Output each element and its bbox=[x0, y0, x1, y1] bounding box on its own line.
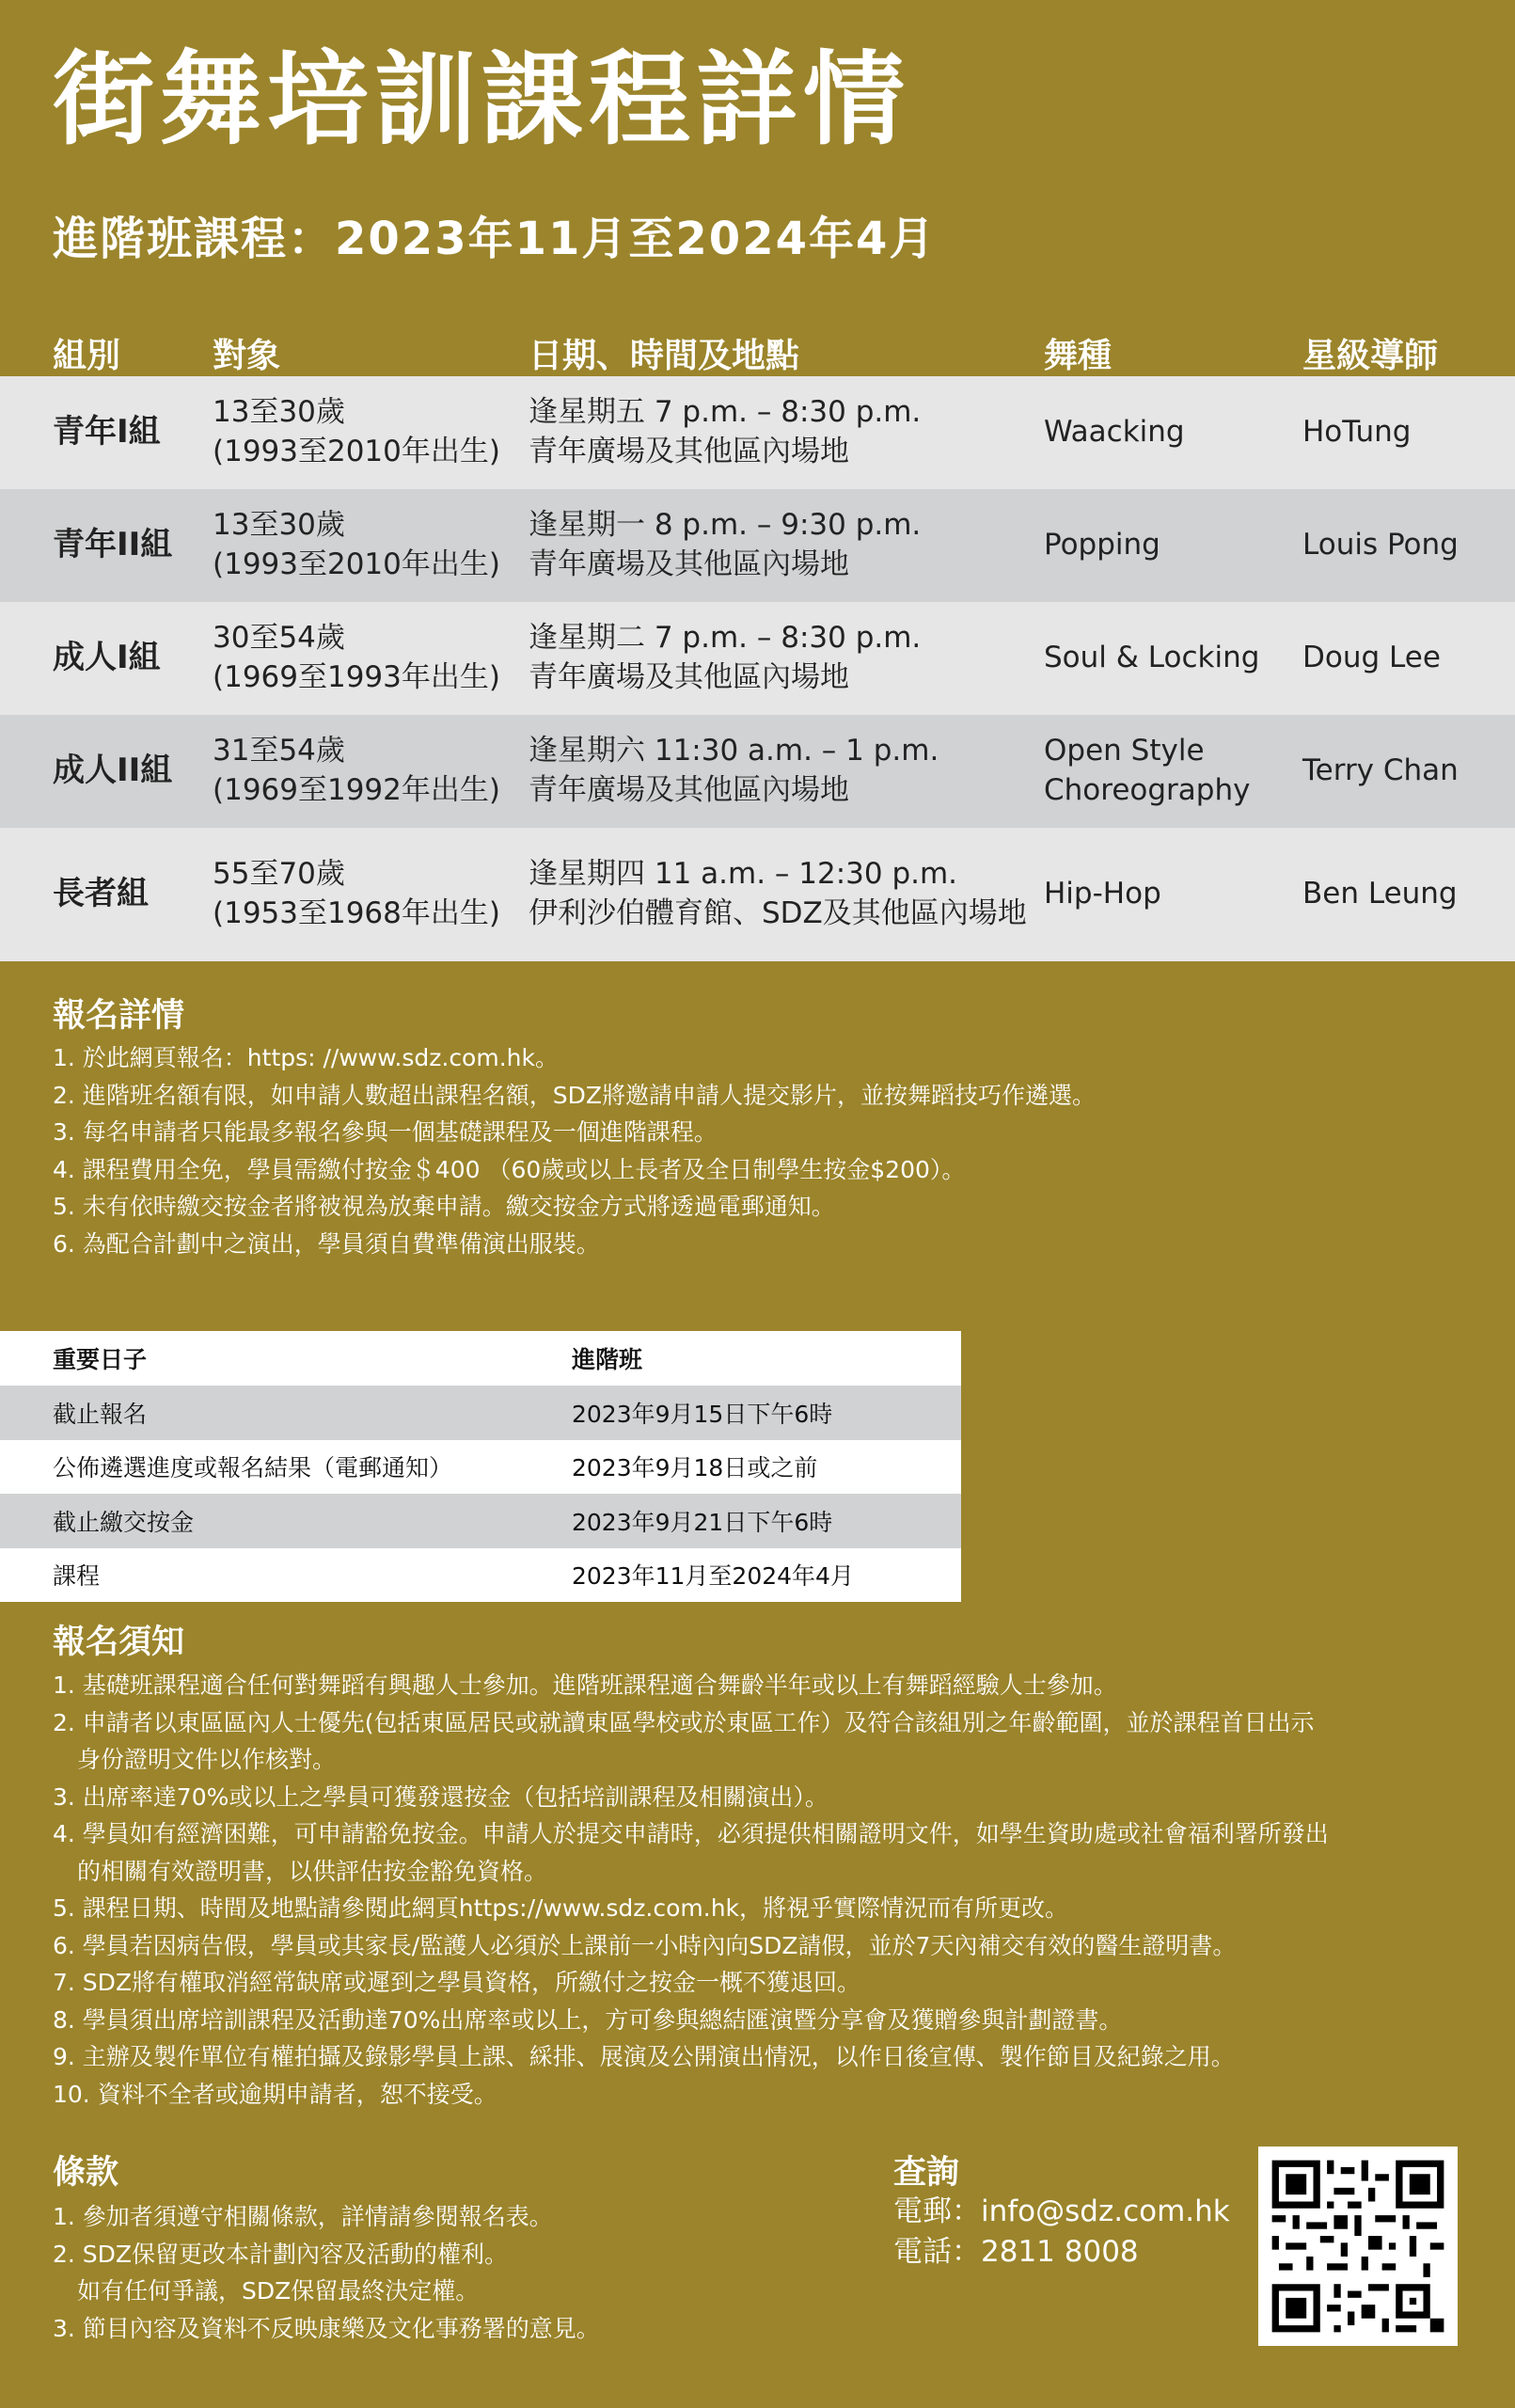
course-style: Soul & Locking bbox=[1044, 641, 1260, 675]
list-item: 的相關有效證明書，以供評估按金豁免資格。 bbox=[77, 1857, 548, 1885]
contact-email: 電郵：info@sdz.com.hk bbox=[893, 2194, 1230, 2228]
contact-info bbox=[893, 2192, 1230, 2273]
table-row: 截止報名 2023年9月15日下午6時 bbox=[0, 1386, 961, 1440]
table-row bbox=[0, 715, 1515, 828]
list-item: 2. SDZ保留更改本計劃內容及活動的權利。 bbox=[53, 2240, 509, 2268]
course-table-header bbox=[0, 318, 1515, 376]
list-item: 身份證明文件以作核對。 bbox=[77, 1746, 337, 1773]
list-item: 如有任何爭議，SDZ保留最終決定權。 bbox=[77, 2277, 480, 2305]
table-row: 課程 2023年11月至2024年4月 bbox=[0, 1548, 961, 1603]
course-tutor: Louis Pong bbox=[1302, 528, 1459, 562]
registration-list bbox=[53, 1039, 1096, 1262]
list-item: 9. 主辦及製作單位有權拍攝及錄影學員上課、綵排、展演及公開演出情況，以作日後宣傳、製作節目及紀錄之用。 bbox=[53, 2043, 1235, 2070]
course-target: 30至54歲 (1969至1993年出生) bbox=[213, 621, 500, 694]
table-row bbox=[0, 602, 1515, 715]
course-style: Open Style Choreography bbox=[1044, 734, 1251, 807]
table-header-row: 重要日子 進階班 bbox=[0, 1331, 961, 1386]
registration-title: 報名詳情 bbox=[53, 997, 185, 1035]
table-row: 公佈遴選進度或報名結果（電郵通知） 2023年9月18日或之前 bbox=[0, 1440, 961, 1495]
course-group: 青年I組 bbox=[53, 413, 161, 452]
list-item: 4. 課程費用全免，學員需繳付按金＄400 （60歲或以上長者及全日制學生按金$200）。 bbox=[53, 1155, 966, 1183]
list-item: 10. 資料不全者或逾期申請者，恕不接受。 bbox=[53, 2080, 497, 2108]
course-target: 13至30歲 (1993至2010年出生) bbox=[213, 508, 500, 581]
course-tutor: Terry Chan bbox=[1302, 753, 1459, 788]
table-row bbox=[0, 828, 1515, 961]
list-item: 6. 為配合計劃中之演出，學員須自費準備演出服裝。 bbox=[53, 1229, 600, 1258]
terms-list bbox=[53, 2198, 600, 2347]
header-tutor: 星級導師 bbox=[1302, 337, 1439, 375]
course-tutor: Ben Leung bbox=[1302, 877, 1458, 911]
course-schedule: 逢星期六 11:30 a.m. – 1 p.m. 青年廣場及其他區內場地 bbox=[529, 734, 939, 807]
course-group: 成人II組 bbox=[53, 752, 173, 790]
course-tutor: Doug Lee bbox=[1302, 641, 1441, 675]
header-group: 組別 bbox=[53, 337, 121, 375]
list-item: 2. 申請者以東區區內人士優先(包括東區居民或就讀東區學校或於東區工作）及符合該組別之年齡範圍，並於課程首日出示 bbox=[53, 1708, 1315, 1736]
course-target: 31至54歲 (1969至1992年出生) bbox=[213, 734, 500, 807]
list-item: 3. 出席率達70%或以上之學員可獲發還按金（包括培訓課程及相關演出）。 bbox=[53, 1782, 829, 1811]
list-item: 1. 參加者須遵守相關條款，詳情請參閱報名表。 bbox=[53, 2203, 553, 2230]
course-style: Popping bbox=[1044, 528, 1160, 562]
course-target: 55至70歲 (1953至1968年出生) bbox=[213, 857, 500, 930]
list-item: 4. 學員如有經濟困難，可申請豁免按金。申請人於提交申請時，必須提供相關證明文件，如學生資助處或社會福利署所發出 bbox=[53, 1820, 1329, 1847]
table-row bbox=[0, 376, 1515, 489]
terms-title: 條款 bbox=[53, 2154, 119, 2192]
page-subtitle: 進階班課程：2023年11月至2024年4月 bbox=[53, 213, 937, 265]
list-item: 5. 未有依時繳交按金者將被視為放棄申請。繳交按金方式將透過電郵通知。 bbox=[53, 1193, 835, 1220]
list-item: 1. 於此網頁報名：https: //www.sdz.com.hk。 bbox=[53, 1044, 559, 1071]
course-group: 長者組 bbox=[53, 875, 149, 913]
course-style: Hip-Hop bbox=[1044, 877, 1161, 911]
enquiry-title: 查詢 bbox=[893, 2154, 960, 2192]
page-title: 街舞培訓課程詳情 bbox=[53, 41, 911, 159]
header-style: 舞種 bbox=[1044, 337, 1113, 375]
course-schedule: 逢星期一 8 p.m. – 9:30 p.m. 青年廣場及其他區內場地 bbox=[529, 508, 922, 581]
table-row: 截止繳交按金 2023年9月21日下午6時 bbox=[0, 1494, 961, 1548]
list-item: 3. 節目內容及資料不反映康樂及文化事務署的意見。 bbox=[53, 2314, 600, 2342]
list-item: 8. 學員須出席培訓課程及活動達70%出席率或以上，方可參與總結匯演暨分享會及獲贈參與計劃證書。 bbox=[53, 2005, 1123, 2034]
list-item: 3. 每名申請者只能最多報名參與一個基礎課程及一個進階課程。 bbox=[53, 1118, 718, 1146]
contact-phone: 電話：2811 8008 bbox=[893, 2235, 1139, 2269]
header-schedule: 日期、時間及地點 bbox=[529, 337, 800, 375]
course-schedule: 逢星期五 7 p.m. – 8:30 p.m. 青年廣場及其他區內場地 bbox=[529, 395, 922, 468]
list-item: 5. 課程日期、時間及地點請參閱此網頁https://www.sdz.com.hk，將視乎實際情況而有所更改。 bbox=[53, 1894, 1069, 1922]
notice-title: 報名須知 bbox=[53, 1624, 185, 1661]
notice-list bbox=[53, 1667, 1329, 2113]
course-schedule: 逢星期二 7 p.m. – 8:30 p.m. 青年廣場及其他區內場地 bbox=[529, 621, 922, 694]
list-item: 2. 進階班名額有限，如申請人數超出課程名額，SDZ將邀請申請人提交影片，並按舞蹈技巧作遴選。 bbox=[53, 1081, 1097, 1109]
course-style: Waacking bbox=[1044, 415, 1185, 450]
important-dates-table bbox=[0, 1331, 961, 1602]
course-group: 成人I組 bbox=[53, 639, 161, 677]
course-target: 13至30歲 (1993至2010年出生) bbox=[213, 395, 500, 468]
course-group: 青年II組 bbox=[53, 526, 173, 564]
list-item: 7. SDZ將有權取消經常缺席或遲到之學員資格，所繳付之按金一概不獲退回。 bbox=[53, 1969, 861, 1996]
list-item: 1. 基礎班課程適合任何對舞蹈有興趣人士參加。進階班課程適合舞齡半年或以上有舞蹈經驗人士參加。 bbox=[53, 1671, 1117, 1699]
header-target: 對象 bbox=[213, 337, 281, 375]
table-row bbox=[0, 489, 1515, 602]
qr-code-icon[interactable] bbox=[1258, 2147, 1458, 2346]
course-tutor: HoTung bbox=[1302, 415, 1412, 450]
list-item: 6. 學員若因病告假，學員或其家長/監護人必須於上課前一小時內向SDZ請假，並於7天內補交有效的醫生證明書。 bbox=[53, 1931, 1237, 1959]
course-schedule: 逢星期四 11 a.m. – 12:30 p.m. 伊利沙伯體育館、SDZ及其他區內場地 bbox=[529, 857, 1027, 930]
